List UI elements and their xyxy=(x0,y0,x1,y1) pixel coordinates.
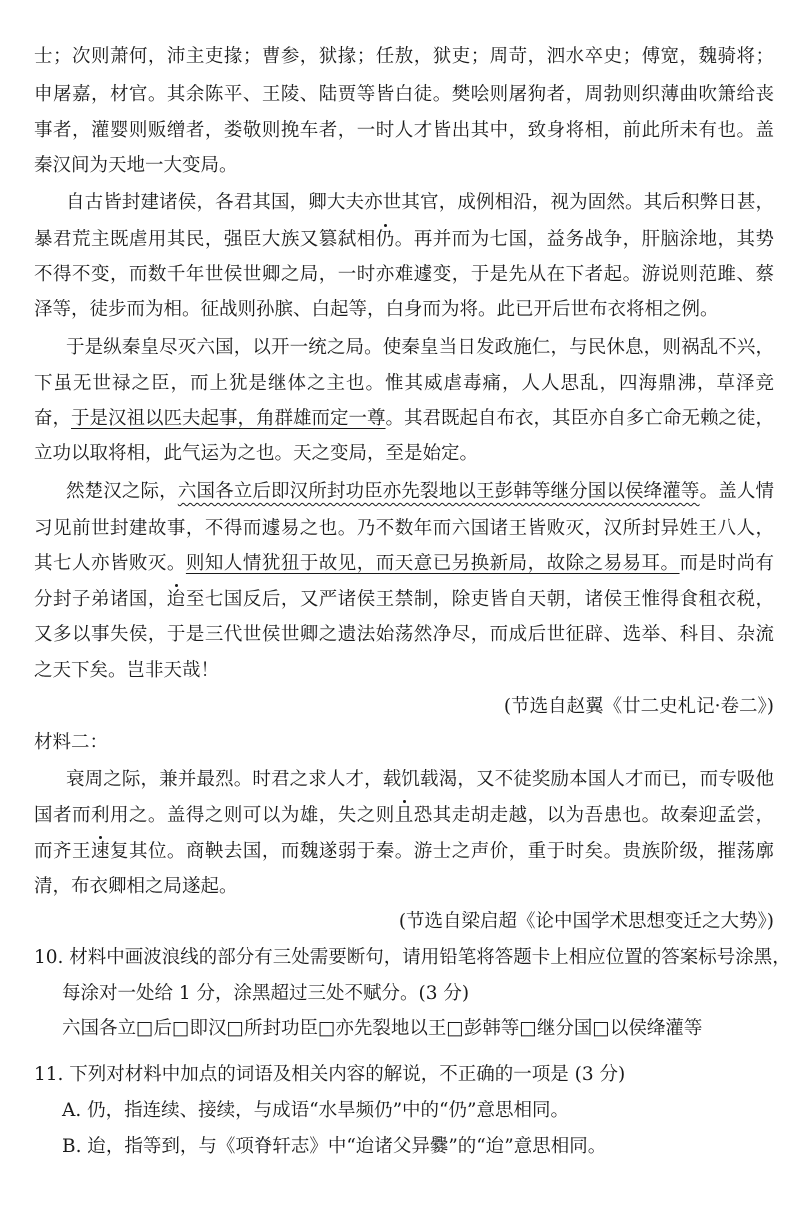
passage1-line: 分封子弟诸国，迨至七国反后，又严诸侯王禁制，除吏皆自天朝，诸侯王惟得食租衣税， xyxy=(34,589,774,610)
passage2-line: 衰周之际，兼并最烈。时君之求人才，载饥载渴，又不徒奖励本国人才而已，而专吸他 xyxy=(66,769,774,790)
passage1-line: 事者，灌婴则贩缯者，娄敬则挽车者，一时人才皆出其中，致身将相，前此所未有也。盖 xyxy=(34,120,774,141)
passage1-line: 习见前世封建故事，不得而遽易之也。乃不数年而六国诸王皆败灭，汉所封异姓王八人， xyxy=(34,518,774,539)
question-10-sentence: 六国各立□后□即汉□所封功臣□亦先裂地以王□彭韩等□继分国□以侯绛灌等 xyxy=(62,1018,703,1039)
passage2-line: 国者而利用之。盖得之则可以为雄，失之则且恐其走胡走越，以为吾患也。故秦迎孟尝， xyxy=(34,805,774,826)
passage1-line: 下虽无世禄之臣，而上犹是继体之主也。惟其威虐毒痛，人人思乱，四海鼎沸，草泽竞 xyxy=(34,373,774,394)
wavy-underlined-sentence: 六国各立后即汉所封功臣亦先裂地以王彭韩等继分国以侯绛灌等 xyxy=(177,481,700,502)
underlined-sentence-2: 则知人情犹狃于故见，而天意已另换新局，故除之易易耳。 xyxy=(185,553,680,574)
passage1-line: 于是纵秦皇尽灭六国，以开一统之局。使秦皇当日发政施仁，与民休息，则祸乱不兴， xyxy=(66,337,774,358)
passage2-line: 清，布衣卿相之局遂起。 xyxy=(34,876,238,897)
dotted-word-qie: 且 xyxy=(394,805,414,826)
passage1-line: 泽等，徒步而为相。征战则孙膑、白起等，白身而为将。此已开后世布衣将相之例。 xyxy=(34,299,719,320)
dotted-word-dai: 迨 xyxy=(166,589,186,610)
question-10-stem: 10. 材料中画波浪线的部分有三处需要断句，请用铅笔将答题卡上相应位置的答案标号涂黑， xyxy=(34,947,791,968)
passage2-line: 而齐王速复其位。商鞅去国，而魏遂弱于秦。游士之声价，重于时矣。贵族阶级，摧荡廓 xyxy=(34,841,774,862)
passage1-line: 申屠嘉，材官。其余陈平、王陵、陆贾等皆白徒。樊哙则屠狗者，周勃则织薄曲吹箫给丧 xyxy=(34,84,774,105)
passage1-line: 自古皆封建诸侯，各君其国，卿大夫亦世其官，成例相沿，视为固然。其后积弊日甚， xyxy=(66,192,774,213)
passage1-line: 其七人亦皆败灭。则知人情犹狃于故见，而天意已另换新局，故除之易易耳。而是时尚有 xyxy=(34,553,774,574)
passage1-line: 又多以事失侯，于是三代世侯世卿之遗法始荡然净尽，而成后世征辟、选举、科目、杂流 xyxy=(34,624,774,645)
question-11-option-a[interactable]: A. 仍，指连续、接续，与成语“水旱频仍”中的“仍”意思相同。 xyxy=(62,1100,569,1121)
dotted-word-reng: 仍 xyxy=(375,229,395,250)
passage1-line: 秦汉间为天地一大变局。 xyxy=(34,155,238,176)
passage1-line: 立功以取将相，此气运为之也。天之变局，至是始定。 xyxy=(34,443,479,464)
passage1-line: 奋，于是汉祖以匹夫起事，角群雄而定一尊。其君既起自布衣，其臣亦自多亡命无赖之徒， xyxy=(34,408,775,429)
dotted-word-su: 速 xyxy=(90,841,110,862)
passage1-line: 然楚汉之际，六国各立后即汉所封功臣亦先裂地以王彭韩等继分国以侯绛灌等。盖人情 xyxy=(66,481,774,502)
question-11-option-b[interactable]: B. 迨，指等到，与《项脊轩志》中“迨诸父异爨”的“迨”意思相同。 xyxy=(62,1136,607,1157)
question-11-stem: 11. 下列对材料中加点的词语及相关内容的解说，不正确的一项是 (3 分) xyxy=(34,1064,626,1085)
source-citation-1: (节选自赵翼《廿二史札记·卷二》) xyxy=(503,696,774,717)
passage1-line: 士；次则萧何，沛主吏掾；曹参，狱掾；任敖，狱吏；周苛，泗水卒史；傅宽，魏骑将； xyxy=(34,46,774,67)
question-10-scoring: 每涂对一处给 1 分，涂黑超过三处不赋分。(3 分) xyxy=(62,983,470,1004)
passage1-line: 不得不变，而数千年世侯世卿之局，一时亦难遽变，于是先从在下者起。游说则范雎、蔡 xyxy=(34,264,774,285)
passage1-line: 之天下矣。岂非天哉！ xyxy=(34,660,220,681)
underlined-sentence-1: 于是汉祖以匹夫起事，角群雄而定一尊 xyxy=(71,408,386,429)
source-citation-2: (节选自梁启超《论中国学术思想变迁之大势》) xyxy=(398,911,774,932)
material-two-label: 材料二： xyxy=(34,732,109,753)
passage1-line: 暴君荒主既虐用其民，强臣大族又篡弑相仍。再并而为七国，益务战争，肝脑涂地，其势 xyxy=(34,229,774,250)
